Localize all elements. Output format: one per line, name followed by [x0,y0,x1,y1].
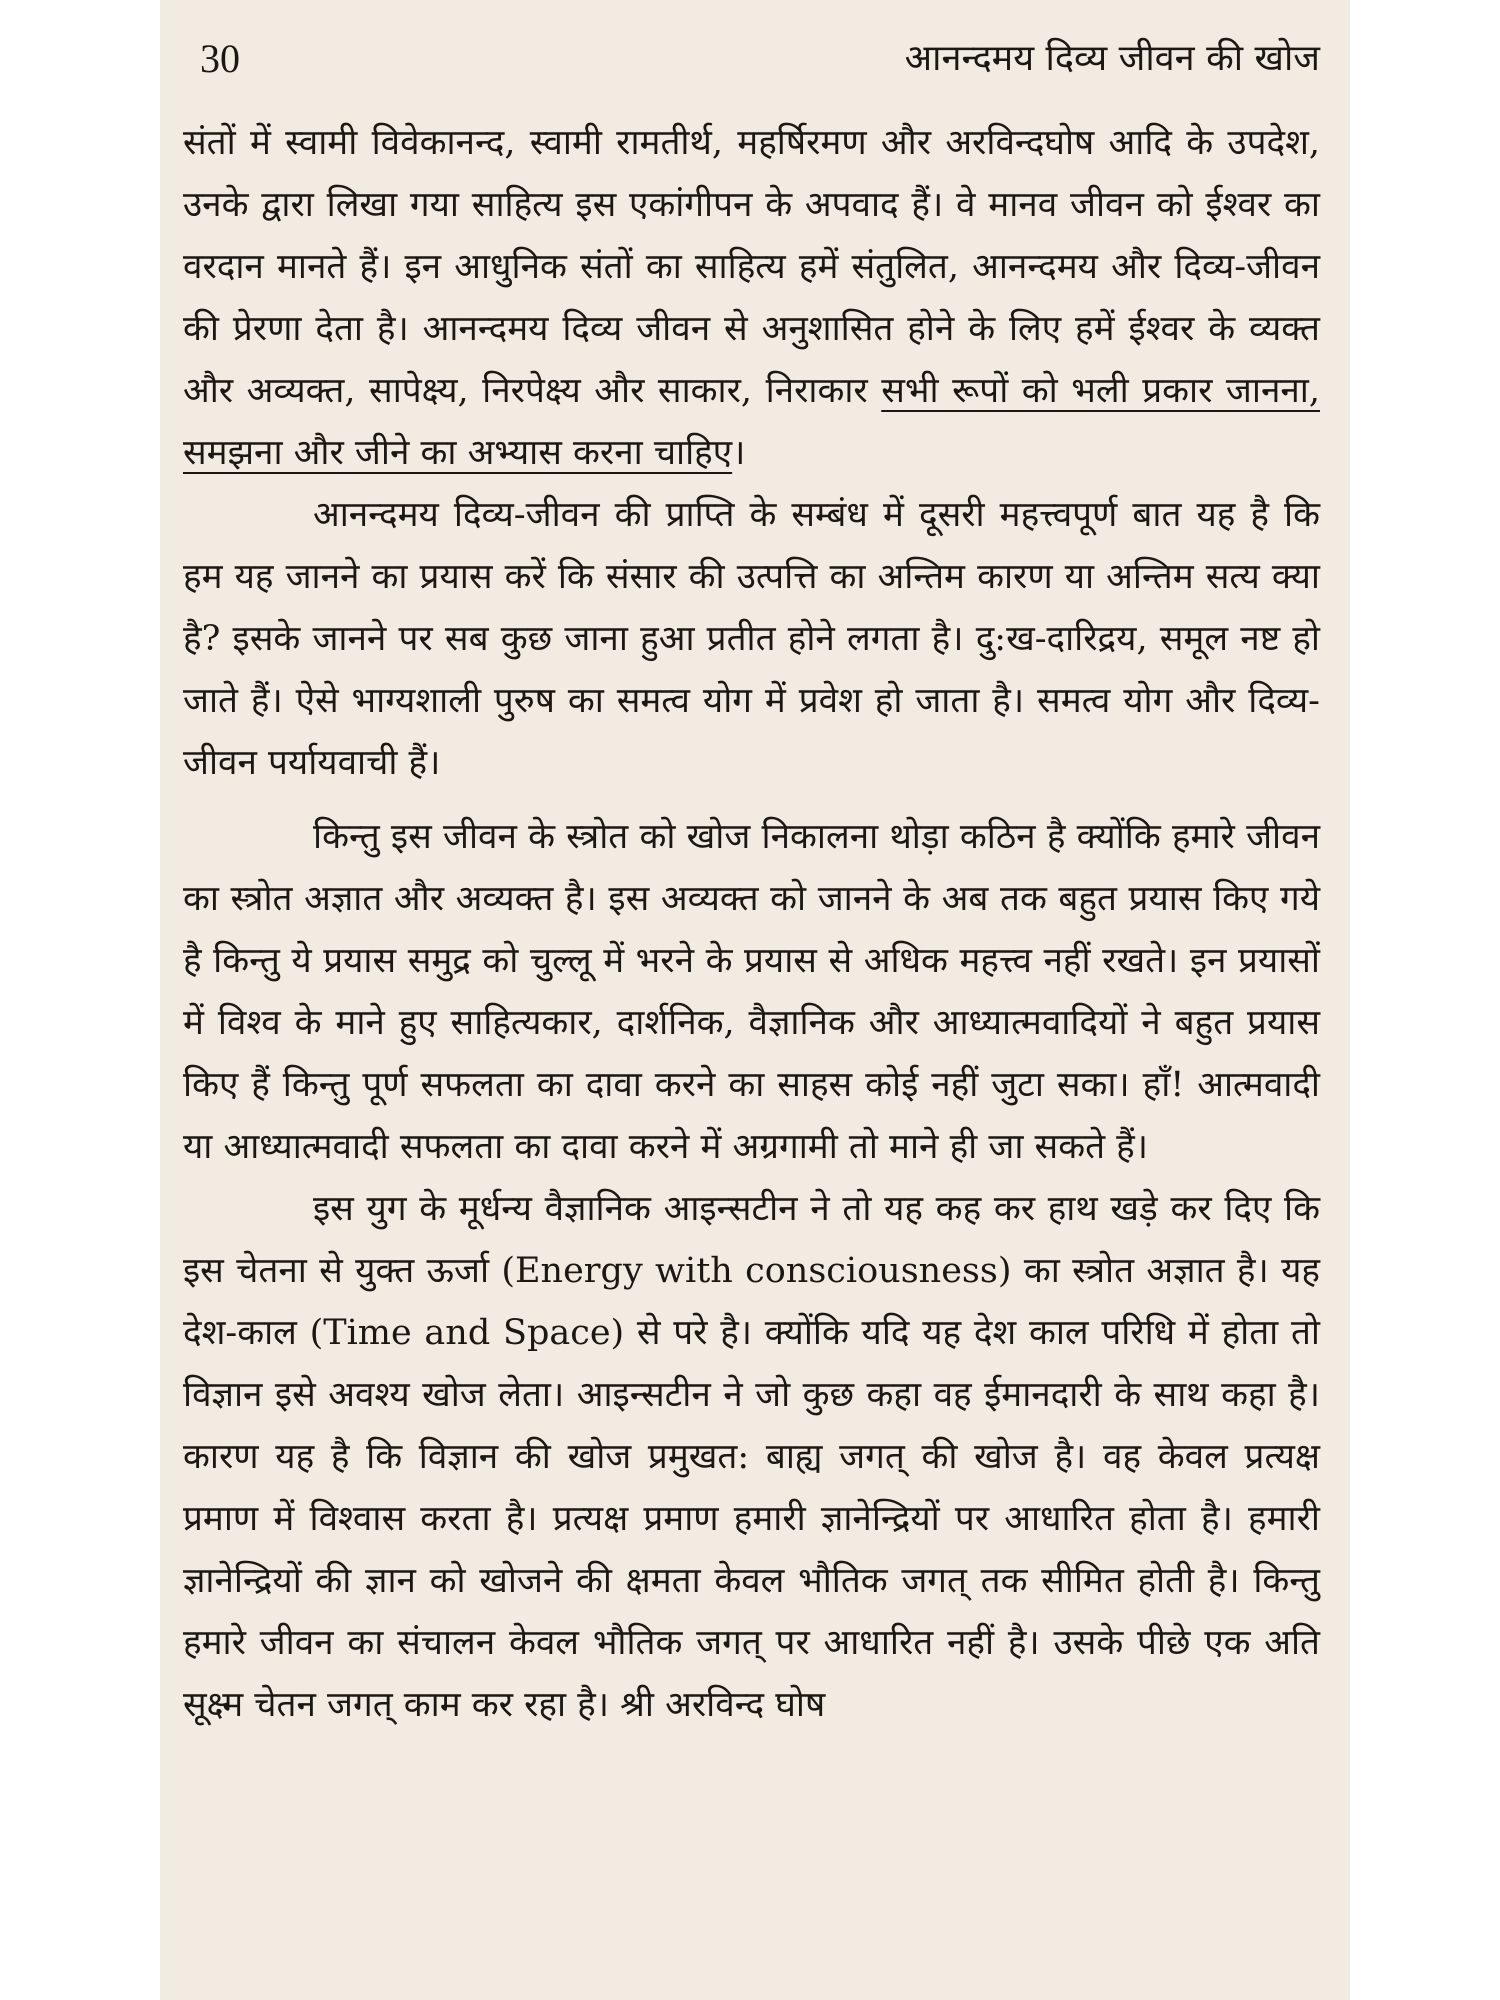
body-text [183,112,1320,1736]
running-title: आनन्दमय दिव्य जीवन की खोज [904,38,1320,79]
paragraph-4: इस युग के मूर्धन्य वैज्ञानिक आइन्सटीन ने तो यह कह कर हाथ खड़े कर दिए कि इस चेतना से युक्त ऊर्जा (Energy with consciousness) का स्त्रोत अज्ञात है। यह देश-काल (Time and Space) से परे है। क्योंकि यदि यह देश काल परिधि में होता तो विज्ञान इसे अवश्य खोज लेता। आइन्सटीन ने जो कुछ कहा वह ईमानदारी के साथ कहा है। कारण यह है कि विज्ञान की खोज प्रमुखत: बाह्य जगत् की खोज है। वह केवल प्रत्यक्ष प्रमाण में विश्वास करता है। प्रत्यक्ष प्रमाण हमारी ज्ञानेन्द्रियों पर आधारित होता है। हमारी ज्ञानेन्द्रियों की ज्ञान को खोजने की क्षमता केवल भौतिक जगत् तक सीमित होती है। किन्तु हमारे जीवन का संचालन केवल भौतिक जगत् पर आधारित नहीं है। उसके पीछे एक अति सूक्ष्म चेतन जगत् काम कर रहा है। श्री अरविन्द घोष [183,1189,1320,1725]
page-number: 30 [200,36,240,81]
paragraph-1-end: । [732,433,746,473]
paragraph-1 [183,112,1320,484]
paragraph-1-text: संतों में स्वामी विवेकानन्द, स्वामी रामतीर्थ, महर्षिरमण और अरविन्दघोष आदि के उपदेश, उनके द्वारा लिखा गया साहित्य इस एकांगीपन के अपवाद हैं। वे मानव जीवन को ईश्वर का वरदान मानते हैं। इन आधुनिक संतों का साहित्य हमें संतुलित, आनन्दमय और दिव्य-जीवन की प्रेरणा देता है। आनन्दमय दिव्य जीवन से अनुशासित होने के लिए हमें ईश्वर के व्यक्त और अव्यक्त, सापेक्ष्य, निरपेक्ष्य और साकार, निराकार [183,123,1320,411]
underlined-phrase: सभी रूपों को भली प्रकार जानना, समझना और जीने का अभ्यास करना चाहिए [183,371,1320,473]
paragraph-2: आनन्दमय दिव्य-जीवन की प्राप्ति के सम्बंध में दूसरी महत्त्वपूर्ण बात यह है कि हम यह जानने का प्रयास करें कि संसार की उत्पत्ति का अन्तिम कारण या अन्तिम सत्य क्या है? इसके जानने पर सब कुछ जाना हुआ प्रतीत होने लगता है। दु:ख-दारिद्रय, समूल नष्ट हो जाते हैं। ऐसे भाग्यशाली पुरुष का समत्व योग में प्रवेश हो जाता है। समत्व योग और दिव्य-जीवन पर्यायवाची हैं। [183,495,1320,783]
paragraph-3: किन्तु इस जीवन के स्त्रोत को खोज निकालना थोड़ा कठिन है क्योंकि हमारे जीवन का स्त्रोत अज्ञात और अव्यक्त है। इस अव्यक्त को जानने के अब तक बहुत प्रयास किए गये है किन्तु ये प्रयास समुद्र को चुल्लू में भरने के प्रयास से अधिक महत्त्व नहीं रखते। इन प्रयासों में विश्व के माने हुए साहित्यकार, दार्शनिक, वैज्ञानिक और आध्यात्मवादियों ने बहुत प्रयास किए हैं किन्तु पूर्ण सफलता का दावा करने का साहस कोई नहीं जुटा सका। हाँ! आत्मवादी या आध्यात्मवादी सफलता का दावा करने में अग्रगामी तो माने ही जा सकते हैं। [183,817,1320,1167]
page-header [200,34,1320,94]
